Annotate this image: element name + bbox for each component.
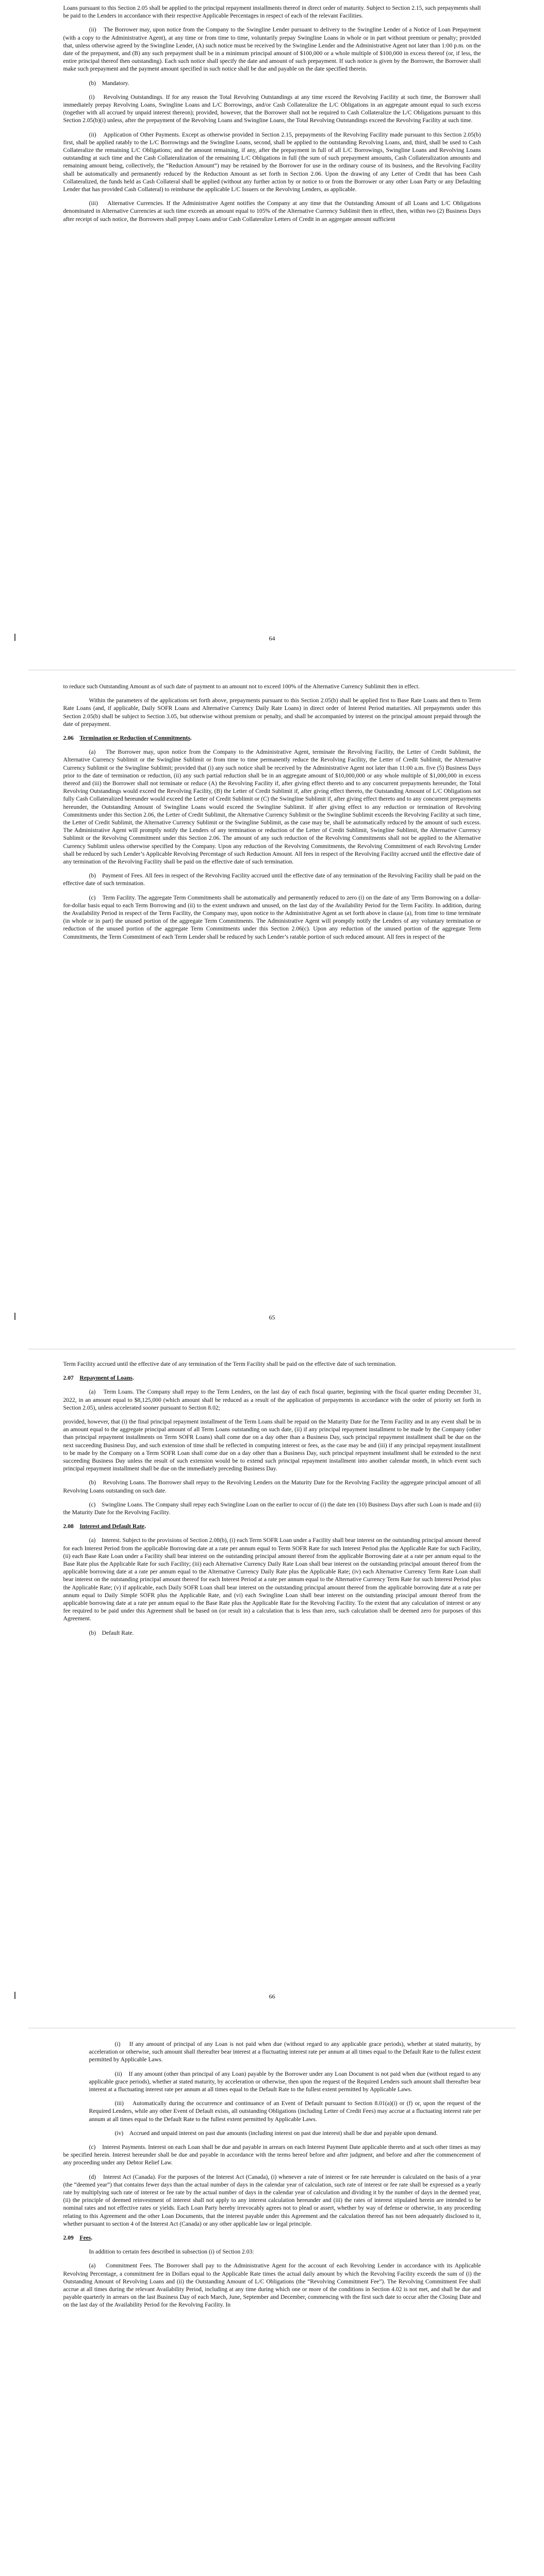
paragraph: Within the parameters of the applications set forth above, prepayments pursuant to this Section 2.05(b) shall be applied first to Base Rate Loans and then to Term Rate Loans (and, if applicable, Daily SOFR Loans and Alternative Currency Daily Rate Loans) in direct order of Interest Period maturities. All prepayments under this Section 2.05(b) shall be subject to Section 3.05, but otherwise without premium or penalty, and shall be accompanied by interest on the principal amount prepaid through the date of prepayment. — [63, 697, 481, 727]
paragraph: (c) Interest Payments. Interest on each Loan shall be due and payable in arrears on each Interest Payment Date applicable thereto and at such other times as may be specified herein. Interest hereunder shall be due and payable in accordance with the terms hereof before and after judgment, and before and after the commencement of any proceeding under any Debtor Relief Law. — [63, 2144, 481, 2166]
paragraph: (a) Term Loans. The Company shall repay to the Term Lenders, on the last day of each fiscal quarter, beginning with the fiscal quarter ending December 31, 2022, in an amount equal to $8,125,000 (which amount shall be reduced as a result of the application of prepayments in accordance with the order of priority set forth in Section 2.05), unless accelerated sooner pursuant to Section 8.02; — [63, 1388, 481, 1411]
paragraph: (i) If any amount of principal of any Loan is not paid when due (without regard to any applicable grace periods), whether at stated maturity, by acceleration or otherwise, such amount shall thereafter bear interest at a fluctuating interest rate per annum at all times equal to the Default Rate to the fullest extent permitted by Applicable Laws. — [89, 2041, 481, 2063]
page-number: 65 — [269, 1314, 275, 1321]
paragraph: (c) Term Facility. The aggregate Term Commitments shall be automatically and permanently reduced to zero (i) on the date of any Term Borrowing on a dollar-for-dollar basis equal to each Term Borrowing and (ii) to the extent undrawn and unused, on the last day of the Availability Period for the Term Facility. In addition, during the Availability Period in respect of the Term Facility, the Company may, upon notice to the Administrative Agent as set forth above in clause (a), from time to time terminate (in whole or in part) the unused portion of the aggregate Term Commitments. The Administrative Agent will promptly notify the Lenders of any voluntary termination or reduction of the unused portion of the aggregate Term Commitments under this Section 2.06(c). Upon any reduction of the unused portion of the aggregate Term Commitments, the Term Commitment of each Term Lender shall be reduced by such Lender’s ratable portion of such reduced amount. All fees in respect of the — [63, 894, 481, 940]
section-title: Repayment of Loans — [79, 1375, 133, 1382]
page-64 — [0, 4, 544, 229]
paragraph: to reduce such Outstanding Amount as of such date of payment to an amount not to exceed 100% of the Alternative Currency Sublimit then in effect. — [63, 683, 420, 690]
section-number: 2.06 — [63, 735, 74, 742]
section-heading: 2.07 Repayment of Loans. — [63, 1375, 134, 1382]
paragraph: (a) Commitment Fees. The Borrower shall pay to the Administrative Agent for the account of each Revolving Lender in accordance with its Applicable Revolving Percentage, a commitment fee in Dollars equal to the Applicable Rate times the actual daily amount by which the Revolving Facility exceeds the sum of (i) the Outstanding Amount of Revolving Loans and (ii) the Outstanding Amount of L/C Obligations (the “Revolving Commitment Fee”). The Revolving Commitment Fee shall accrue at all times during the relevant Availability Period, including at any time during which one or more of the conditions in Section 4.02 is not met, and shall be due and payable quarterly in arrears on the last Business Day of each March, June, September and December, commencing with the first such date to occur after the Closing Date and on the last day of the Availability Period for the Revolving Facility. In — [63, 2262, 481, 2309]
paragraph: (ii) If any amount (other than principal of any Loan) payable by the Borrower under any Loan Document is not paid when due (without regard to any applicable grace periods), whether at stated maturity, by acceleration or otherwise, then upon the request of the Required Lenders such amount shall thereafter bear interest at a fluctuating interest rate per annum at all times equal to the Default Rate to the fullest extent permitted by Applicable Laws. — [89, 2070, 481, 2093]
paragraph: (ii) The Borrower may, upon notice from the Company to the Swingline Lender pursuant to delivery to the Swingline Lender of a Notice of Loan Prepayment (with a copy to the Administrative Agent), at any time or from time to time, voluntarily prepay Swingline Loans in whole or in part without premium or penalty; provided that, unless otherwise agreed by the Swingline Lender, (A) such notice must be received by the Swingline Lender and the Administrative Agent not later than 1:00 p.m. on the date of the prepayment, and (B) any such prepayment shall be in a minimum principal amount of $100,000 or a whole multiple of $100,000 in excess thereof (or, if less, the entire principal thereof then outstanding). Each such notice shall specify the date and amount of such prepayment. If such notice is given by the Borrower, the Borrower shall make such prepayment and the payment amount specified in such notice shall be due and payable on the date specified therein. — [63, 26, 481, 73]
paragraph: (ii) Application of Other Payments. Except as otherwise provided in Section 2.15, prepayments of the Revolving Facility made pursuant to this Section 2.05(b) first, shall be applied ratably to the L/C Borrowings and the Swingline Loans, second, shall be applied to the outstanding Revolving Loans, and, third, shall be used to Cash Collateralize the remaining L/C Obligations; and the amount remaining, if any, after the prepayment in full of all L/C Borrowings, Swingline Loans and Revolving Loans outstanding at such time and the Cash Collateralization of the remaining L/C Obligations in full (the sum of such prepayment amounts, Cash Collateralization amounts and remaining amount being, collectively, the “Reduction Amount”) may be retained by the Borrower for use in the ordinary course of its business, and the Revolving Facility shall be automatically and permanently reduced by the Reduction Amount as set forth in Section 2.06. Upon the drawing of any Letter of Credit that has been Cash Collateralized, the funds held as Cash Collateral shall be applied (without any further action by or notice to or from the Borrower or any other Loan Party or any Defaulting Lender that has provided Cash Collateral) to reimburse the applicable L/C Issuers or the Revolving Lenders, as applicable. — [63, 131, 481, 193]
page-number: 64 — [269, 635, 275, 642]
section-heading: 2.06 Termination or Reduction of Commitments. — [63, 735, 192, 742]
paragraph: (i) Revolving Outstandings. If for any reason the Total Revolving Outstandings at any time exceed the Revolving Facility at such time, the Borrower shall immediately prepay Revolving Loans, Swingline Loans and L/C Borrowings, and/or Cash Collateralize the L/C Obligations in an aggregate amount equal to such excess (together with all accrued by unpaid interest thereon); provided, however, that the Borrower shall not be required to Cash Collateralize the L/C Obligations pursuant to this Section 2.05(b)(i) unless, after the prepayment of the Revolving Loans and Swingline Loans, the Total Revolving Outstandings exceed the Revolving Facility at such time. — [63, 93, 481, 124]
page-67-body — [63, 2040, 481, 2309]
paragraph — [63, 748, 481, 866]
subsection-heading: (b) Default Rate. — [89, 1629, 134, 1636]
page-65 — [0, 683, 544, 947]
section-title: Interest and Default Rate — [79, 1523, 145, 1530]
section-heading: 2.09 Fees. — [63, 2234, 93, 2242]
subsection-heading: (b) Mandatory. — [89, 79, 129, 87]
paragraph: (b) Revolving Loans. The Borrower shall repay to the Revolving Lenders on the Maturity Date for the Revolving Facility the aggregate principal amount of all Revolving Loans outstanding on such date. — [63, 1479, 481, 1494]
paragraph: (iii) Automatically during the occurrence and continuance of an Event of Default pursuant to Section 8.01(a)(i) or (f) or, upon the request of the Required Lenders, while any other Event of Default exists, all outstanding Obligations (including Letter of Credit Fees) may accrue at a fluctuating interest rate per annum at all times equal to the Default Rate to the fullest extent permitted by Applicable Laws. — [89, 2100, 481, 2123]
section-number: 2.07 — [63, 1375, 74, 1382]
paragraph: (b) Payment of Fees. All fees in respect of the Revolving Facility accrued until the effective date of any termination of the Revolving Facility shall be paid on the effective date of such termination. — [63, 872, 481, 887]
paragraph: (c) Swingline Loans. The Company shall repay each Swingline Loan on the earlier to occur of (i) the date ten (10) Business Days after such Loan is made and (ii) the Maturity Date for the Revolving Facility. — [63, 1501, 481, 1516]
paragraph: (iii) Alternative Currencies. If the Administrative Agent notifies the Company at any time that the Outstanding Amount of all Loans and L/C Obligations denominated in Alternative Currencies at such time exceeds an amount equal to 105% of the Alternative Currency Sublimit then in effect, then, within two (2) Business Days after receipt of such notice, the Borrowers shall prepay Loans and/or Cash Collateralize Letters of Credit in an aggregate amount sufficient — [63, 200, 481, 223]
section-heading: 2.08 Interest and Default Rate. — [63, 1523, 146, 1530]
section-title: Fees — [79, 2234, 91, 2242]
paragraph: Term Facility accrued until the effective date of any termination of the Term Facility shall be paid on the effective date of such termination. — [63, 1361, 397, 1367]
page-65-body — [63, 683, 481, 941]
clause-label: (a) — [89, 749, 96, 756]
paragraph: Loans pursuant to this Section 2.05 shall be applied to the principal repayment installments thereof in direct order of maturity. Subject to Section 2.15, such prepayments shall be paid to the Lenders in accordance with their respective Applicable Percentages in respect of each of the relevant Facilities. — [63, 5, 481, 20]
paragraph: (iv) Accrued and unpaid interest on past due amounts (including interest on past due interest) shall be due and payable upon demand. — [114, 2129, 438, 2137]
section-number: 2.09 — [63, 2234, 74, 2242]
paragraph: (a) Interest. Subject to the provisions of Section 2.08(b), (i) each Term SOFR Loan under a Facility shall bear interest on the outstanding principal amount thereof for each Interest Period from the applicable Borrowing date at a rate per annum equal to Term SOFR Rate for such Interest Period plus the Applicable Rate for such Facility, (ii) each Base Rate Loan under a Facility shall bear interest on the outstanding principal amount thereof from the applicable Borrowing date at a rate per annum equal to the Base Rate plus the Applicable Rate for such Facility; (iii) each Alternative Currency Daily Rate Loan shall bear interest on the outstanding principal amount thereof from the applicable borrowing date at a rate per annum equal to the Alternative Currency Daily Rate plus the Applicable Rate; (iv) each Alternative Currency Term Rate Loan shall bear interest on the outstanding principal amount thereof for each Interest Period at a rate per annum equal to the Alternative Currency Term Rate for such Interest Period plus the Applicable Rate; (v) if applicable, each Daily SOFR Loan shall bear interest on the outstanding principal amount thereof from the applicable borrowing date at a rate per annum equal to Daily Simple SOFR plus the Applicable Rate, and (vi) each Swingline Loan shall bear interest on the outstanding principal amount thereof from the applicable borrowing date at a rate per annum equal to the Base Rate plus the Applicable Rate for the Revolving Facility. To the extent that any calculation of interest or any fee required to be paid under this Agreement shall be based on (or result in) a calculation that is less than zero, such calculation shall be deemed zero for purposes of this Agreement. — [63, 1537, 481, 1622]
section-title: Termination or Reduction of Commitments — [79, 735, 190, 742]
page-66 — [0, 1360, 544, 1643]
page-number: 66 — [269, 1993, 275, 2000]
paragraph: In addition to certain fees described in subsection (i) of Section 2.03: — [89, 2248, 254, 2256]
paragraph: provided, however, that (i) the final principal repayment installment of the Term Loans shall be repaid on the Maturity Date for the Term Facility and in any event shall be in an amount equal to the aggregate principal amount of all Term Loans outstanding on such date, (ii) if any principal repayment installment to be made by the Company (other than principal repayment installments on Term SOFR Loans) shall come due on a day other than a Business Day, such principal repayment installment shall be due on the next succeeding Business Day, and such extension of time shall be reflected in computing interest or fees, as the case may be and (iii) if any principal repayment installment to be made by the Company on a Term SOFR Loan shall come due on a day other than a Business Day, such principal repayment installment shall be extended to the next succeeding Business Day unless the result of such extension would be to extend such principal repayment installment into another calendar month, in which event such principal repayment installment shall be due on the immediately preceding Business Day. — [63, 1418, 481, 1472]
page-66-body — [63, 1360, 481, 1637]
paragraph-text: The Borrower may, upon notice from the Company to the Administrative Agent, terminate the Revolving Facility, the Letter of Credit Sublimit, the Alternative Currency Sublimit or the Swingline Sublimit or from time to time permanently reduce the Revolving Facility, the Letter of Credit Sublimit, the Alternative Currency Sublimit or the Swingline Sublimit; provided that (i) any such notice shall be received by the Administrative Agent not later than 11:00 a.m. five (5) Business Days prior to the date of termination or reduction, (ii) any such partial reduction shall be in an aggregate amount of $10,000,000 or any whole multiple of $1,000,000 in excess thereof and (iii) the Borrower shall not terminate or reduce (A) the Revolving Facility if, after giving effect thereto and to any concurrent prepayments hereunder, the Total Revolving Outstandings would exceed the Revolving Facility, (B) the Letter of Credit Sublimit if, after giving effect thereto, the Outstanding Amount of L/C Obligations not fully Cash Collateralized hereunder would exceed the Letter of Credit Sublimit or (C) the Swingline Sublimit if, after giving effect thereto and to any concurrent prepayments hereunder, the Outstanding Amount of Swingline Loans would exceed the Swingline Sublimit. If after giving effect to any reduction or termination of Revolving Commitments under this Section 2.06, the Letter of Credit Sublimit, the Alternative Currency Sublimit or the Swingline Sublimit exceeds the Revolving Facility at such time, the Letter of Credit Sublimit, the Alternative Currency Sublimit or the Swingline Sublimit, as the case may be, shall be automatically reduced by the amount of such excess. The Administrative Agent will promptly notify the Lenders of any termination or reduction of the Letter of Credit Sublimit, Swingline Sublimit, the Alternative Currency Sublimit or the Revolving Commitment under this Section 2.06. The amount of any such reduction of the Revolving Commitments shall not be applied to the Alternative Currency Sublimit unless otherwise specified by the Company. Upon any reduction of the Revolving Commitments, the Revolving Commitment of each Revolving Lender shall be reduced by such Lender’s Applicable Revolving Percentage of such Reduction Amount. All fees in respect of the Revolving Facility accrued until the effective date of any termination of the Revolving Facility shall be paid on the effective date of such termination. — [63, 749, 481, 866]
page-67 — [0, 2040, 544, 2315]
paragraph: (d) Interest Act (Canada). For the purposes of the Interest Act (Canada), (i) whenever a rate of interest or fee rate hereunder is calculated on the basis of a year (the “deemed year”) that contains fewer days than the actual number of days in the calendar year of calculation, such rate of interest or fee rate shall be expressed as a yearly rate by multiplying such rate of interest or fee rate by the actual number of days in the calendar year of calculation and dividing it by the number of days in the deemed year, (ii) the principle of deemed reinvestment of interest shall not apply to any interest calculation hereunder and (iii) the rates of interest stipulated herein are intended to be nominal rates and not effective rates or yields. Each Loan Party hereby irrevocably agrees not to plead or assert, whether by way of defense or otherwise, in any proceeding relating to this Agreement and the other Loan Documents, that the interest payable under this Agreement and the calculation thereof has not been adequately disclosed to it, whether pursuant to section 4 of the Interest Act (Canada) or any other applicable law or legal principle. — [63, 2173, 481, 2227]
section-number: 2.08 — [63, 1523, 74, 1530]
page-64-body — [63, 4, 481, 223]
